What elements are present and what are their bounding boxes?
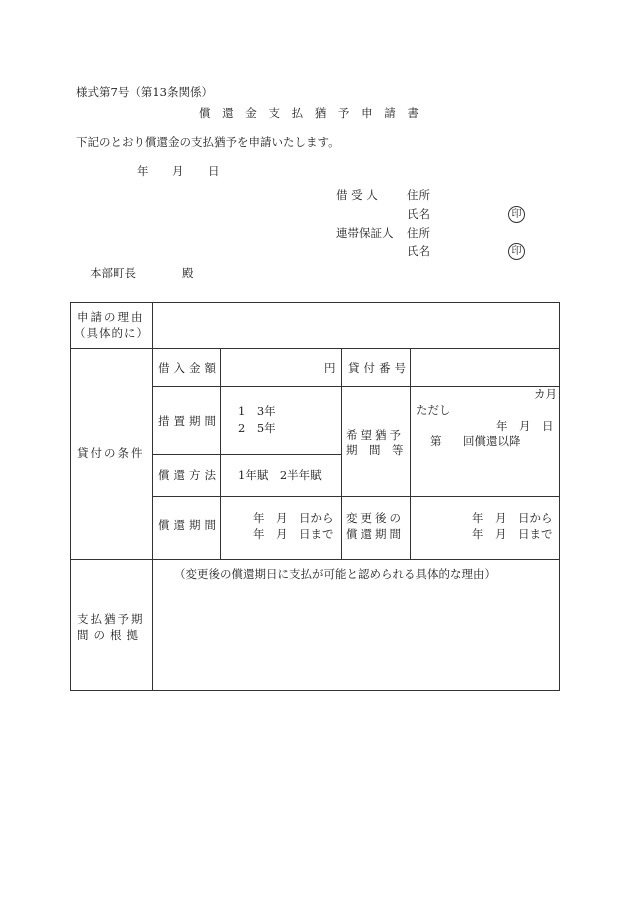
date-month-label: 月: [172, 164, 184, 178]
column-divider: [341, 348, 342, 559]
conditions-label: 貸付の条件: [77, 446, 145, 460]
yen-unit: 円: [324, 361, 336, 375]
desired-date: 年 月 日: [496, 419, 554, 433]
seal-mark: 印: [508, 243, 525, 260]
measure-option-1: 1 3年: [238, 404, 276, 418]
changed-to: 年 月 日まで: [472, 527, 553, 541]
desired-label: 希望猶予: [346, 428, 404, 442]
reason-label-sub: （具体的に）: [74, 326, 149, 340]
tadashi-label: ただし: [416, 403, 451, 417]
repayment-method-label: 償還方法: [158, 468, 220, 482]
changed-period-label: 変更後の: [346, 511, 404, 525]
column-divider: [220, 348, 221, 559]
borrower-name-label: 氏名: [407, 207, 430, 221]
date-day-label: 日: [208, 164, 220, 178]
repayment-method-value: 1年賦 2半年賦: [238, 468, 322, 482]
guarantor-label: 連帯保証人: [336, 226, 394, 240]
row-divider: [152, 496, 560, 497]
row-divider: [70, 559, 560, 560]
row-divider: [70, 348, 560, 349]
installment-after: 回償還以降: [463, 434, 521, 448]
column-divider: [410, 348, 411, 559]
period-from: 年 月 日から: [253, 511, 334, 525]
date-year-label: 年: [137, 164, 149, 178]
dai-label: 第: [430, 434, 442, 448]
measure-period-label: 措置期間: [158, 414, 220, 428]
seal-mark: 印: [508, 206, 525, 223]
changed-period-label-sub: 償還期間: [346, 527, 404, 541]
guarantor-address-label: 住所: [407, 226, 430, 240]
basis-note: （変更後の償還期日に支払が可能と認められる具体的な理由）: [174, 567, 496, 581]
basis-label-sub: 間の根拠: [77, 628, 143, 642]
row-divider: [152, 386, 560, 387]
addressee-name: 本部町長: [90, 266, 136, 280]
changed-from: 年 月 日から: [472, 511, 553, 525]
months-unit: カ月: [534, 387, 557, 401]
document-title: 償 還 金 支 払 猶 予 申 請 書: [199, 106, 423, 120]
borrower-label: 借 受 人: [336, 188, 378, 202]
guarantor-name-label: 氏名: [407, 244, 430, 258]
column-divider: [152, 302, 153, 691]
intro-text: 下記のとおり償還金の支払猶予を申請いたします。: [76, 135, 340, 149]
period-to: 年 月 日まで: [253, 527, 334, 541]
loan-amount-label: 借入金額: [158, 361, 220, 375]
desired-label-sub: 期 間 等: [346, 443, 404, 457]
repayment-period-label: 償還期間: [158, 518, 220, 532]
basis-label: 支払猶予期: [77, 612, 145, 626]
form-number: 様式第7号（第13条関係）: [76, 85, 213, 99]
measure-option-2: 2 5年: [238, 421, 276, 435]
reason-label: 申請の理由: [77, 310, 145, 324]
row-divider: [152, 454, 341, 455]
loan-number-label: 貸付番号: [348, 361, 410, 375]
addressee-honorific: 殿: [182, 266, 194, 280]
borrower-address-label: 住所: [407, 188, 430, 202]
